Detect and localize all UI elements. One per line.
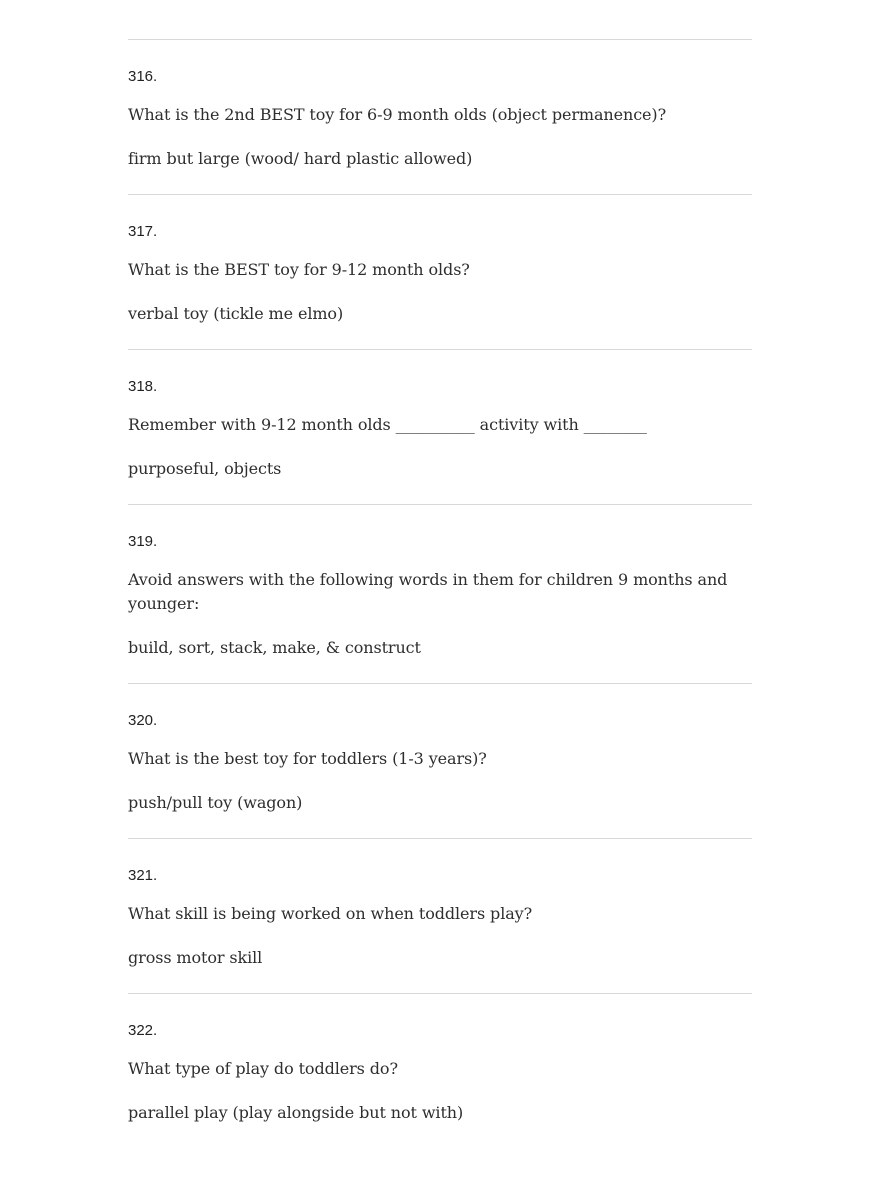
card-question: What skill is being worked on when toddlers play? [128,904,533,923]
card-question: Avoid answers with the following words in them for children 9 months and younger: [128,570,728,613]
flashcard-322 [128,993,752,1125]
flashcard-list [128,39,752,1125]
card-answer: build, sort, stack, make, & construct [128,638,421,657]
card-number: 319. [128,533,158,550]
card-answer: purposeful, objects [128,459,282,478]
card-number: 320. [128,712,158,729]
flashcard-321 [128,838,752,970]
card-number: 317. [128,223,158,240]
flashcard-320 [128,683,752,815]
flashcard-318 [128,349,752,481]
card-number: 322. [128,1022,158,1039]
card-answer: verbal toy (tickle me elmo) [128,304,344,323]
card-question: Remember with 9-12 month olds __________ activity with ________ [128,415,647,434]
card-answer: push/pull toy (wagon) [128,793,303,812]
card-question: What is the best toy for toddlers (1-3 years)? [128,749,487,768]
card-question: What is the 2nd BEST toy for 6-9 month olds (object permanence)? [128,105,667,124]
card-question: What type of play do toddlers do? [128,1059,398,1078]
card-answer: firm but large (wood/ hard plastic allowed) [128,149,473,168]
card-number: 321. [128,867,158,884]
flashcard-316 [128,39,752,171]
card-answer: parallel play (play alongside but not with) [128,1103,464,1122]
flashcard-319 [128,504,752,660]
card-question: What is the BEST toy for 9-12 month olds? [128,260,470,279]
card-number: 318. [128,378,158,395]
card-number: 316. [128,68,158,85]
flashcard-317 [128,194,752,326]
card-answer: gross motor skill [128,948,263,967]
